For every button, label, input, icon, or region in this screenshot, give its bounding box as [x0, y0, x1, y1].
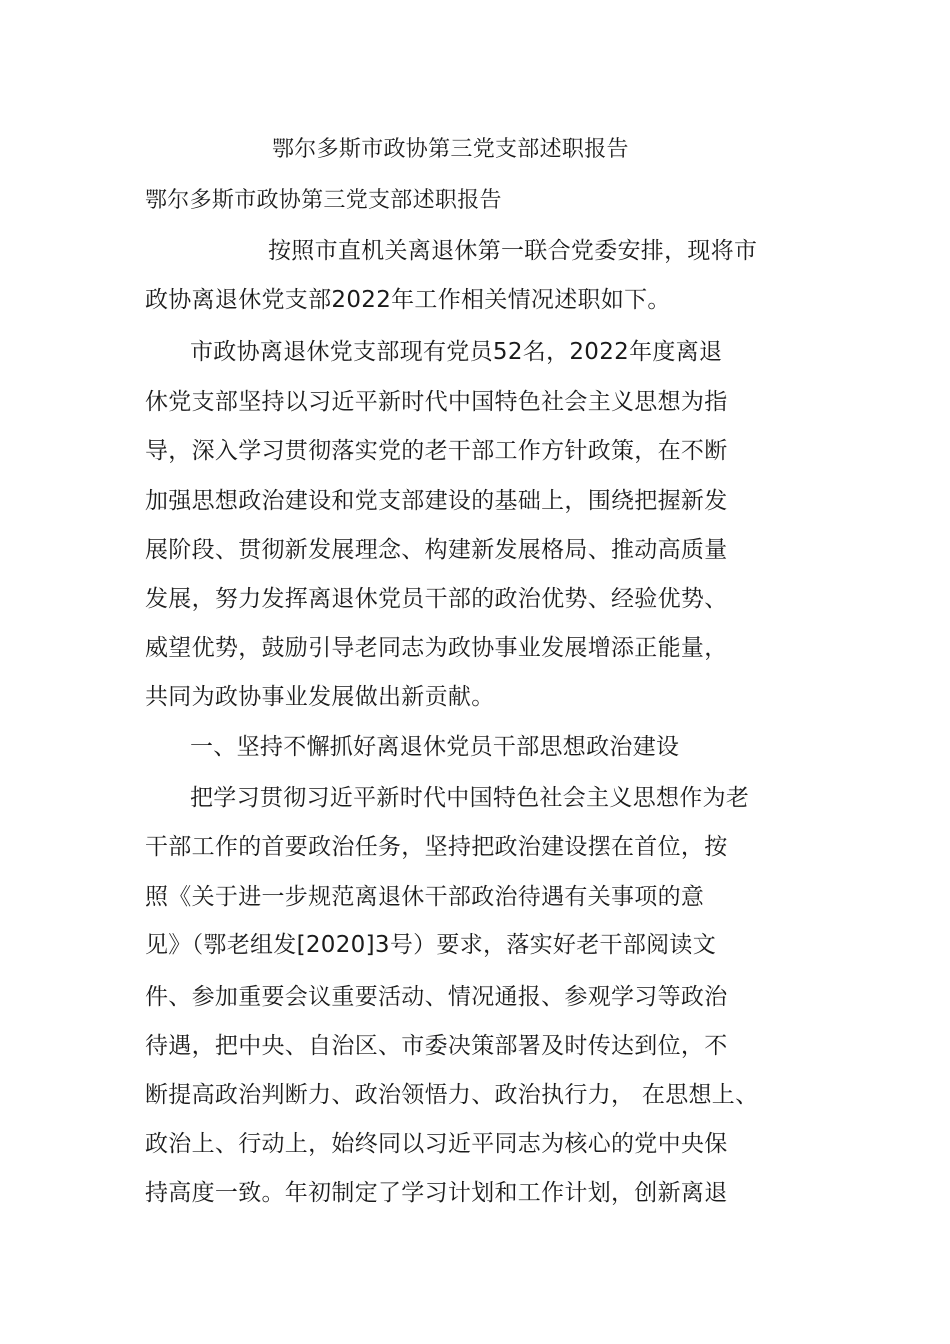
paragraph-line: 把学习贯彻习近平新时代中国特色社会主义思想作为老 — [190, 785, 750, 811]
paragraph-line: 照《关于进一步规范离退休干部政治待遇有关事项的意 — [145, 884, 705, 910]
paragraph-line: 加强思想政治建设和党支部建设的基础上，围绕把握新发 — [145, 488, 728, 514]
paragraph-line: 件、参加重要会议重要活动、情况通报、参观学习等政治 — [145, 984, 728, 1010]
paragraph-line: 断提高政治判断力、政治领悟力、政治执行力， 在思想上、 — [145, 1082, 759, 1108]
paragraph-line: 发展，努力发挥离退休党员干部的政治优势、经验优势、 — [145, 586, 728, 612]
paragraph-line: 威望优势，鼓励引导老同志为政协事业发展增添正能量， — [145, 635, 728, 661]
paragraph-line: 持高度一致。年初制定了学习计划和工作计划，创新离退 — [145, 1180, 728, 1206]
section-heading: 一、坚持不懈抓好离退休党员干部思想政治建设 — [190, 734, 680, 760]
paragraph-line: 休党支部坚持以习近平新时代中国特色社会主义思想为指 — [145, 389, 728, 415]
paragraph-line: 导，深入学习贯彻落实党的老干部工作方针政策，在不断 — [145, 438, 728, 464]
paragraph-line: 干部工作的首要政治任务，坚持把政治建设摆在首位，按 — [145, 834, 728, 860]
intro-line: 政协离退休党支部2022年工作相关情况述职如下。 — [145, 287, 671, 313]
paragraph-line: 见》（鄂老组发[2020]3号）要求，落实好老干部阅读文 — [145, 932, 717, 958]
document-subtitle: 鄂尔多斯市政协第三党支部述职报告 — [145, 188, 502, 213]
paragraph-line: 共同为政协事业发展做出新贡献。 — [145, 684, 495, 710]
paragraph-line: 政治上、行动上，始终同以习近平同志为核心的党中央保 — [145, 1131, 728, 1157]
paragraph-line: 待遇，把中央、自治区、市委决策部署及时传达到位，不 — [145, 1033, 728, 1059]
document-title: 鄂尔多斯市政协第三党支部述职报告 — [272, 137, 629, 162]
intro-line: 按照市直机关离退休第一联合党委安排，现将市 — [268, 238, 758, 264]
paragraph-line: 市政协离退休党支部现有党员52名，2022年度离退 — [190, 339, 723, 365]
paragraph-line: 展阶段、贯彻新发展理念、构建新发展格局、推动高质量 — [145, 537, 728, 563]
